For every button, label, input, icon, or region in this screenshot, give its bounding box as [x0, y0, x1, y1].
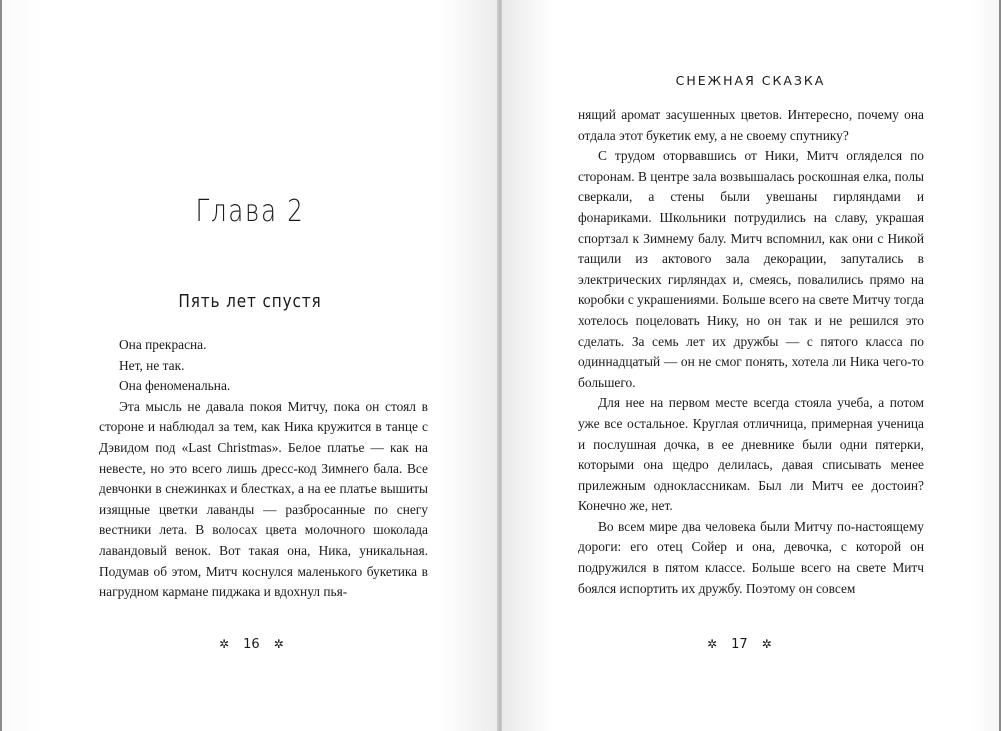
- left-page: [2, 0, 498, 731]
- paragraph: нящий аромат засушенных цветов. Интересно, почему она отдала этот букетик ему, а не своему спутнику?: [578, 107, 924, 143]
- paragraph: Она феноменальна.: [119, 378, 231, 394]
- right-page: [502, 0, 999, 731]
- right-body-text: [578, 105, 924, 599]
- running-head: СНЕЖНАЯ СКАЗКА: [675, 73, 826, 88]
- paragraph: С трудом оторвавшись от Ники, Митч огляделся по сторонам. В центре зала возвышалась роскошная елка, полы сверкали, а стены были увешаны гирляндами и фонариками. Школьники потрудились на славу, украшая спортзал к Зимнему балу. Митч вспомнил, как они с Никой тащили из актового зала декорации, запутались в электрических гирляндах и, смеясь, повалились прямо на коробки с украшениями. Больше всего на свете Митчу тогда хотелось поцеловать Нику, но он так и не решился это сделать. За семь лет их дружбы — с пятого класса по одиннадцатый — он не смог понять, хотела ли Ника чего-то большего.: [578, 148, 924, 390]
- page-number: 17: [731, 637, 748, 652]
- paragraph: Для нее на первом месте всегда стояла учеба, а потом уже все остальное. Круглая отличница, примерная ученица и послушная дочка, в ее дневнике были одни пятерки, которыми она щедро делилась, давая списывать менее прилежным одноклассникам. Был ли Митч ее достоин? Конечно же, нет.: [578, 395, 924, 514]
- page-footer: [707, 637, 772, 652]
- star-ornament-icon: ✲: [219, 637, 230, 651]
- chapter-subtitle: Пять лет спустя: [178, 291, 322, 312]
- paragraph: Во всем мире два человека были Митчу по-настоящему дороги: его отец Сойер и она, девочка, с которой он подружился в пятом классе. Больше всего на свете Митч боялся испортить их дружбу. Поэтому он совсем: [578, 518, 924, 596]
- star-ornament-icon: ✲: [707, 637, 718, 651]
- chapter-title: Глава 2: [195, 194, 305, 229]
- paragraph: Она прекрасна.: [119, 337, 207, 352]
- paragraph: Нет, не так.: [119, 357, 185, 373]
- paragraph: Эта мысль не давала покоя Митчу, пока он стоял в стороне и наблюдал за тем, как Ника кружится в танце с Дэвидом под «Last Christmas». Белое платье — как на невесте, но это всего лишь дресс-код Зимнего бала. Все девчонки в снежинках и блестках, а на ее платье вышиты изящные цветки лаванды — разбросанные по снегу вестники лета. В волосах цвета молочного шоколада лавандовый венок. Вот такая она, Ника, уникальная. Подумав об этом, Митч коснулся маленького букетика в нагрудном кармане пиджака и вдохнул пья-: [99, 398, 428, 600]
- page-footer: [219, 637, 284, 652]
- star-ornament-icon: ✲: [761, 637, 772, 651]
- page-number: 16: [243, 637, 260, 652]
- star-ornament-icon: ✲: [273, 637, 284, 651]
- left-body-text: [99, 335, 428, 603]
